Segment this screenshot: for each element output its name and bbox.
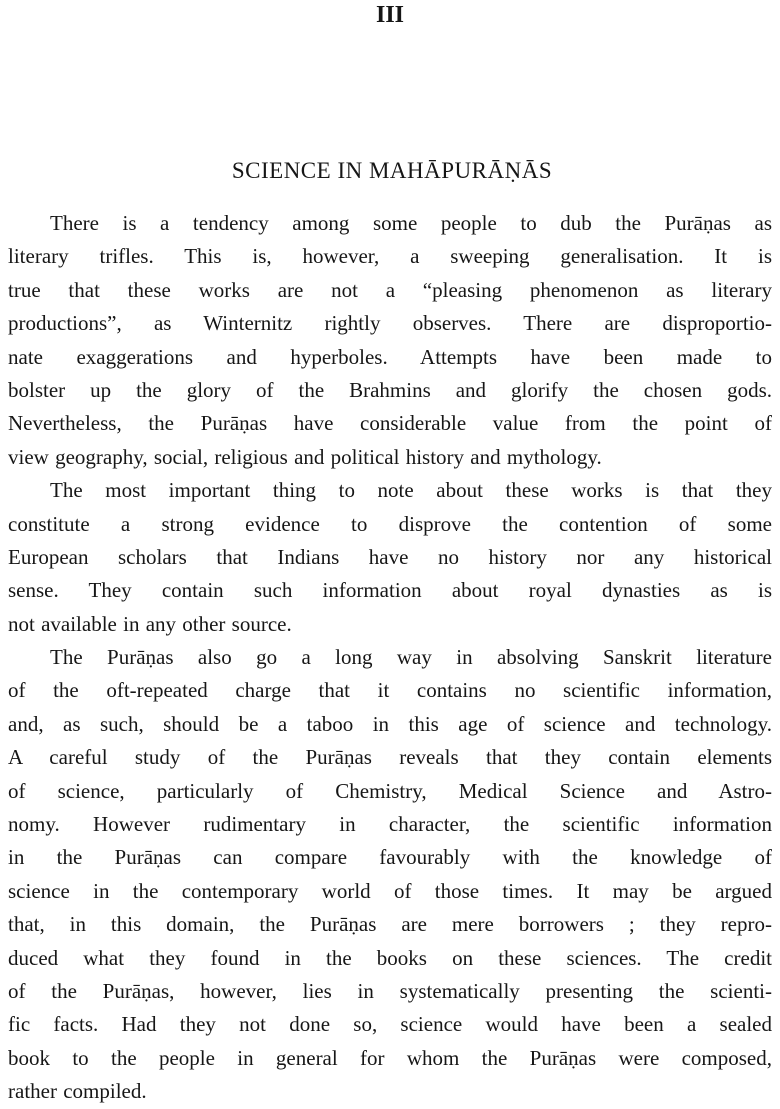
text-line: of the Purāṇas, however, lies in systematically presenting the scienti- — [8, 978, 772, 1003]
text-line: true that these works are not a “pleasing phenomenon as literary — [8, 277, 772, 302]
paragraph — [8, 207, 772, 474]
paragraph — [8, 474, 772, 641]
text-line: duced what they found in the books on these sciences. The credit — [8, 945, 772, 970]
text-line: nomy. However rudimentary in character, the scientific information — [8, 812, 772, 837]
paragraph — [8, 641, 772, 1108]
text-line: not available in any other source. — [8, 611, 292, 636]
text-line: book to the people in general for whom the Purāṇas were composed, — [8, 1045, 772, 1070]
text-line: The most important thing to note about these works is that they — [50, 478, 772, 503]
text-line: rather compiled. — [8, 1079, 147, 1104]
text-line: view geography, social, religious and political history and mythology. — [8, 444, 602, 469]
text-line: in the Purāṇas can compare favourably with the knowledge of — [8, 845, 772, 870]
text-line: productions”, as Winternitz rightly observes. There are disproportio- — [8, 311, 772, 336]
text-line: constitute a strong evidence to disprove the contention of some — [8, 511, 772, 536]
text-line: There is a tendency among some people to dub the Purāṇas as — [50, 211, 772, 235]
text-line: nate exaggerations and hyperboles. Attempts have been made to — [8, 344, 772, 369]
text-line: and, as such, should be a taboo in this age of science and technology. — [8, 711, 772, 736]
text-line: fic facts. Had they not done so, science would have been a sealed — [8, 1012, 772, 1037]
text-line: of science, particularly of Chemistry, Medical Science and Astro- — [8, 778, 772, 803]
chapter-number: III — [375, 2, 405, 28]
text-line: literary trifles. This is, however, a sweeping generalisation. It is — [8, 244, 772, 269]
text-line: that, in this domain, the Purāṇas are mere borrowers ; they repro- — [8, 912, 772, 937]
text-line: sense. They contain such information about royal dynasties as is — [8, 578, 772, 603]
text-line: of the oft-repeated charge that it contains no scientific information, — [8, 678, 772, 703]
text-line: Nevertheless, the Purāṇas have considerable value from the point of — [8, 411, 772, 436]
text-line: science in the contemporary world of those times. It may be argued — [8, 878, 772, 903]
text-line: A careful study of the Purāṇas reveals that they contain elements — [8, 745, 772, 770]
chapter-title: SCIENCE IN MAHĀPURĀṆĀS — [231, 158, 553, 183]
text-line: European scholars that Indians have no history nor any historical — [8, 544, 772, 569]
text-line: The Purāṇas also go a long way in absolving Sanskrit literature — [50, 645, 772, 670]
body-text — [8, 207, 772, 1109]
text-line: bolster up the glory of the Brahmins and glorify the chosen gods. — [8, 377, 772, 402]
